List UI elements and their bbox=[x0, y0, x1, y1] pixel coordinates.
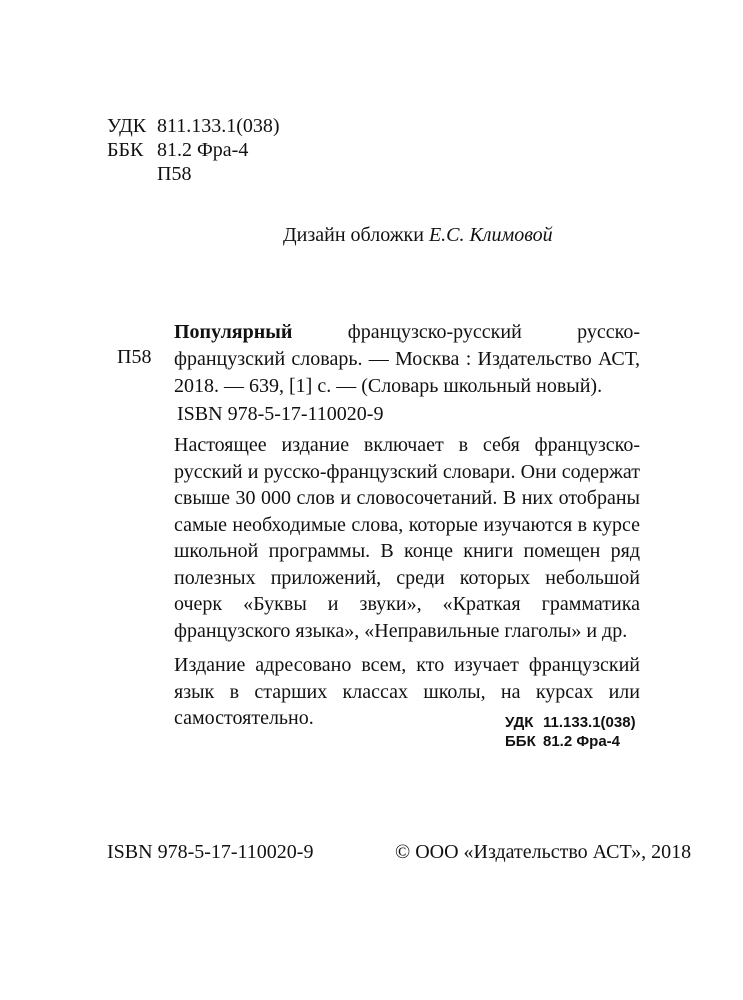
cover-design-prefix: Дизайн обложки bbox=[283, 224, 424, 246]
bbk-bottom-value: 81.2 Фра-4 bbox=[543, 733, 621, 750]
bbk-value: 81.2 Фра-4 bbox=[157, 139, 249, 161]
footer-isbn: ISBN 978-5-17-110020-9 bbox=[107, 841, 314, 863]
udk-bottom-value: 11.133.1(038) bbox=[543, 714, 636, 731]
udk-label: УДК bbox=[107, 115, 147, 137]
udk-row bbox=[107, 114, 280, 138]
author-sign: П58 bbox=[157, 163, 192, 185]
udk-bottom-label: УДК bbox=[505, 714, 534, 731]
annotation-paragraph-1: Настоящее издание включает в себя французско-русский и русско-французский словари. Они содержат свыше 30 000 слов и словосочетаний. В них отобраны самые необходимые слова, которые изучаются в курсе школьной программы. В конце книги помещен ряд полезных приложений, среди которых небольшой очерк «Буквы и звуки», «Краткая грамматика французского языка», «Неправильные глаголы» и др. bbox=[174, 434, 640, 642]
classification-bottom bbox=[505, 713, 636, 751]
bbk-row bbox=[107, 138, 280, 162]
cover-design-author: Е.С. Климовой bbox=[428, 224, 553, 246]
cover-design-credit bbox=[283, 224, 553, 247]
classification-block bbox=[107, 114, 280, 186]
bbk-bottom-label: ББК bbox=[505, 733, 536, 750]
udk-value: 811.133.1(038) bbox=[157, 115, 280, 137]
book-title: Популярный bbox=[174, 321, 293, 343]
margin-author-sign: П58 bbox=[117, 346, 152, 368]
bibliographic-record bbox=[174, 319, 640, 400]
bbk-label: ББК bbox=[107, 139, 144, 161]
isbn-record: ISBN 978-5-17-110020-9 bbox=[177, 403, 384, 425]
udk-bottom-row bbox=[505, 713, 636, 732]
bibliographic-text: французско-русский русско-французский словарь. — Москва : Издательство АСТ, 2018. — 639, [1] с. — (Словарь школьный новый). bbox=[174, 321, 640, 397]
bbk-bottom-row bbox=[505, 732, 636, 751]
annotation-paragraph-2: Издание адресовано всем, кто изучает французский язык в старших классах школы, на курсах или самостоятельно. bbox=[174, 654, 640, 729]
footer-copyright: © ООО «Издательство АСТ», 2018 bbox=[395, 841, 692, 863]
